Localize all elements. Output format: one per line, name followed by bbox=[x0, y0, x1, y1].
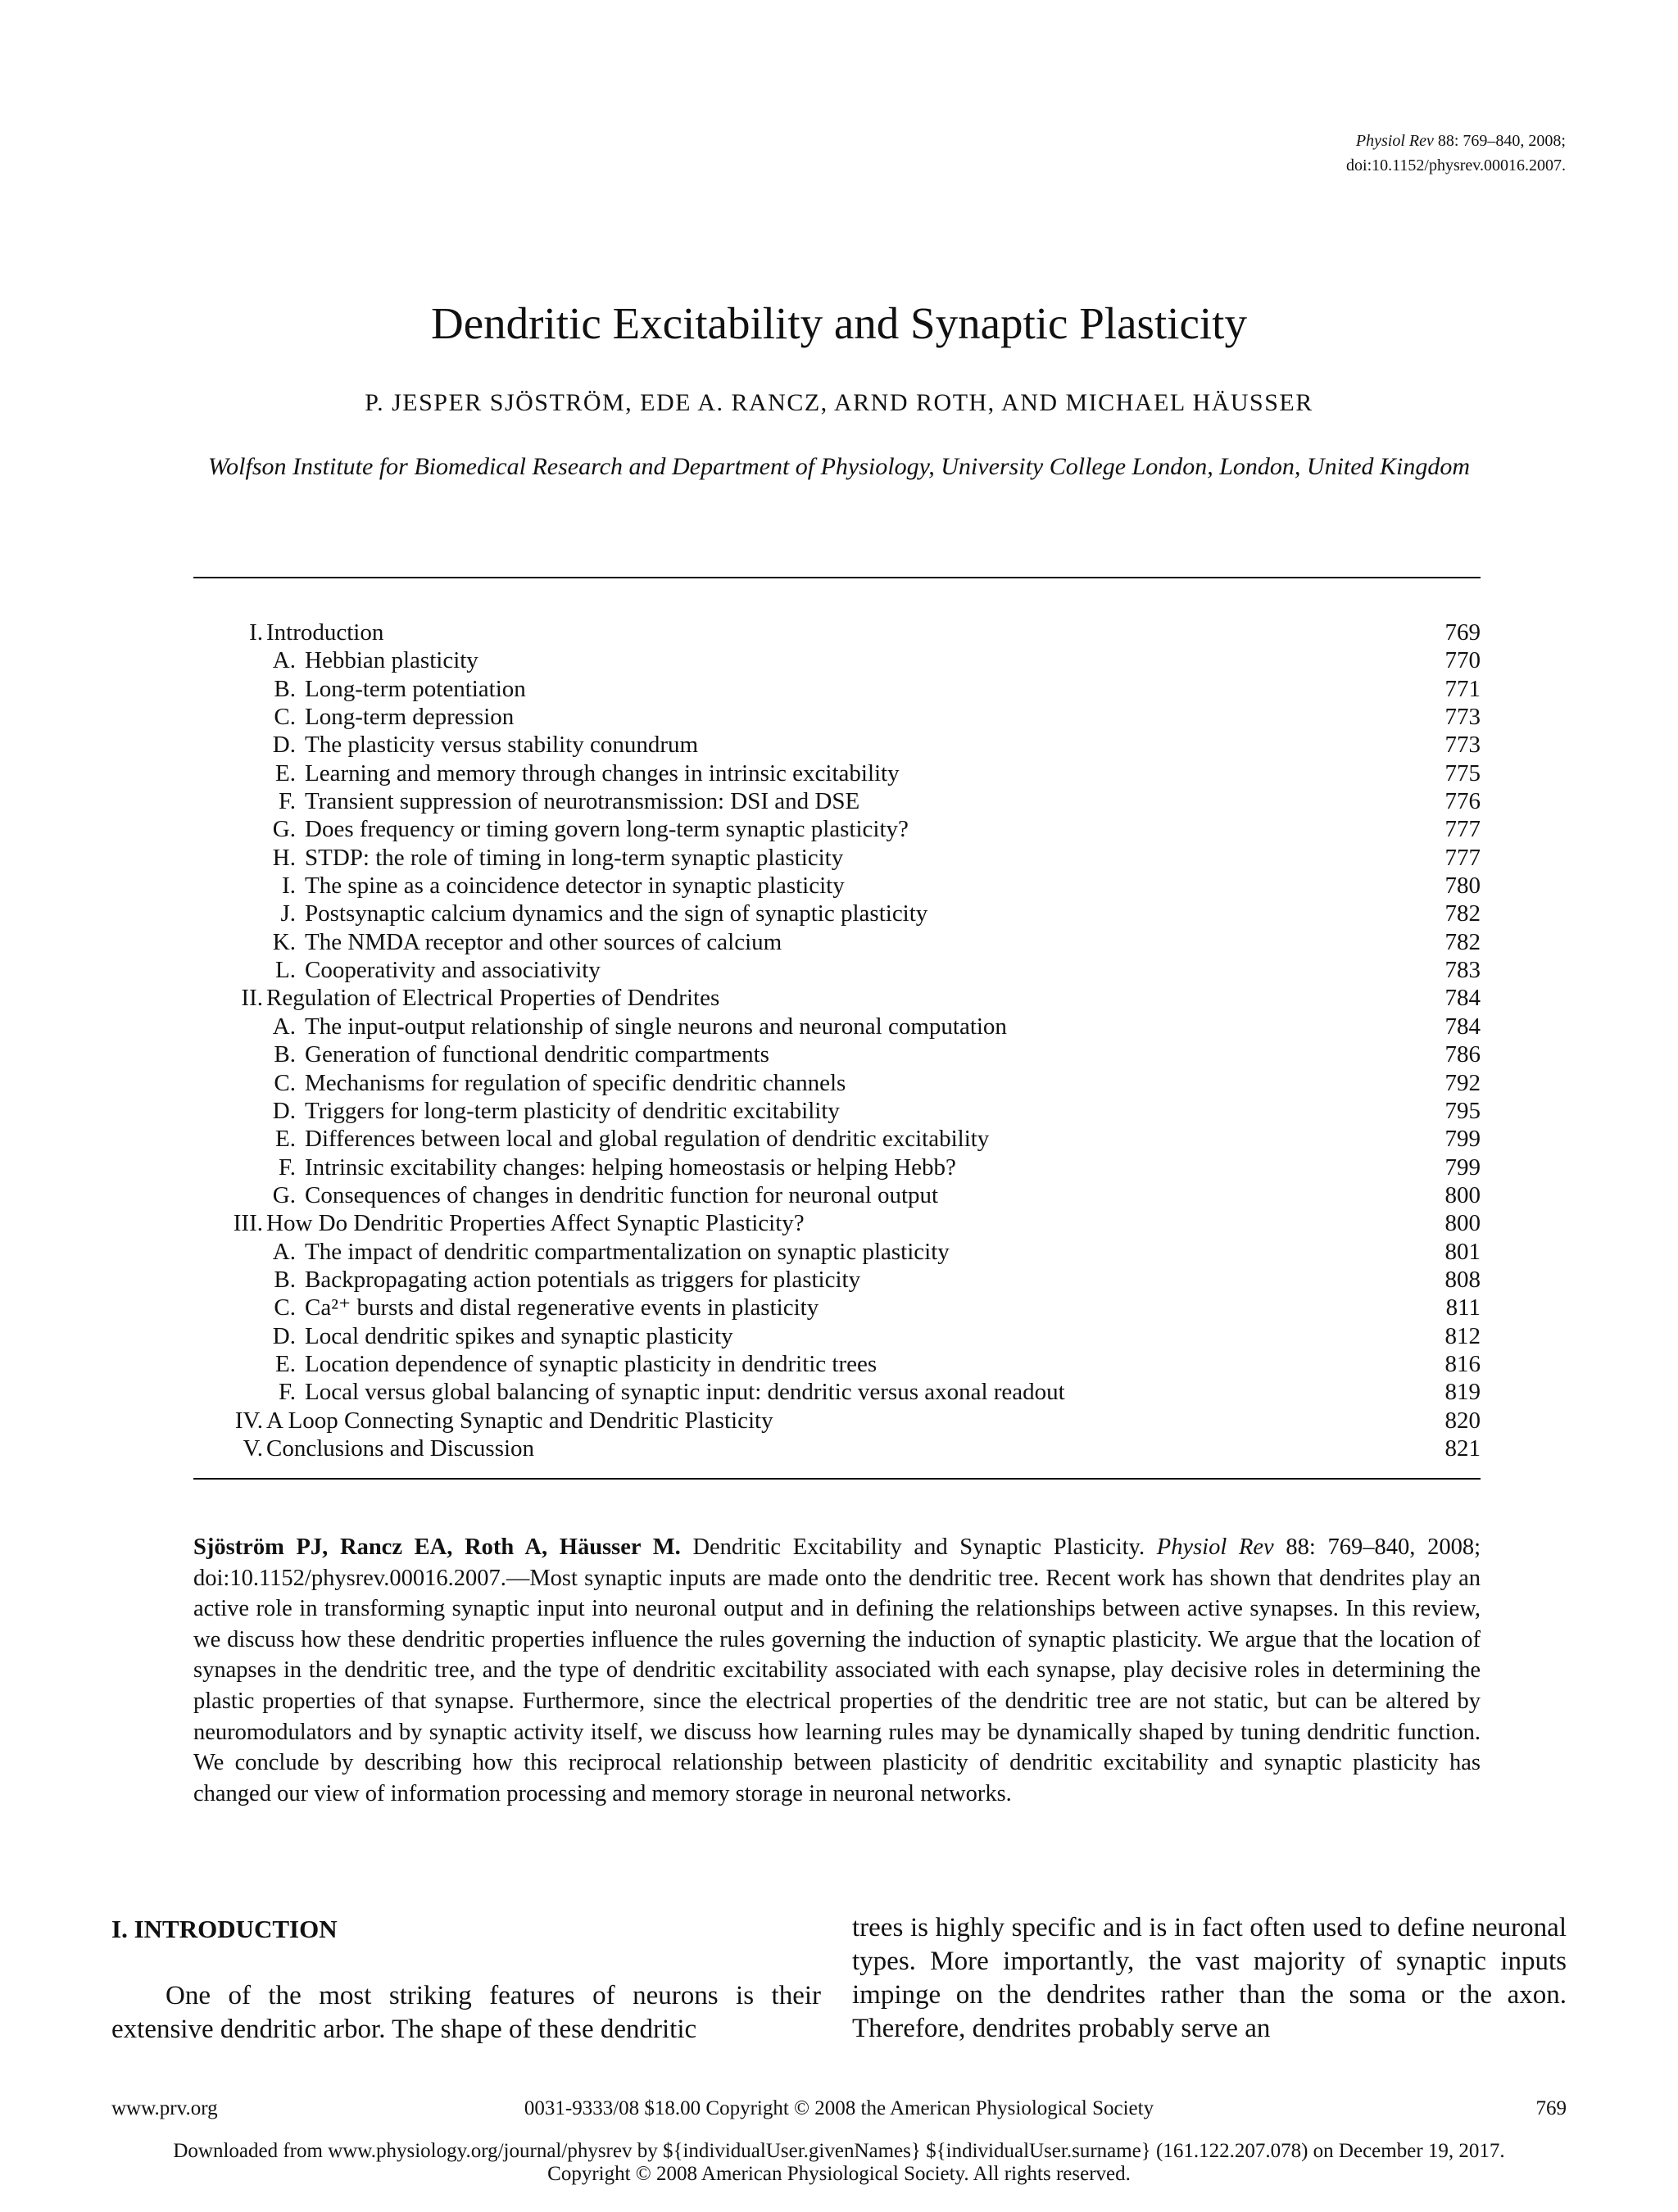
toc-entry-page: 773 bbox=[1444, 732, 1481, 759]
toc-entry-title: The input-output relationship of single neurons and neuronal computation bbox=[305, 1013, 1007, 1040]
toc-entry-title: A Loop Connecting Synaptic and Dendritic Plasticity bbox=[266, 1407, 773, 1434]
footer-url: www.prv.org bbox=[111, 2097, 218, 2119]
toc-entry bbox=[193, 956, 1481, 984]
table-of-contents bbox=[193, 619, 1481, 1462]
toc-entry bbox=[193, 1125, 1481, 1153]
toc-entry bbox=[193, 1294, 1481, 1321]
toc-entry-page: 777 bbox=[1444, 816, 1481, 843]
toc-entry-number: I. bbox=[249, 619, 263, 646]
body-text-left-column: One of the most striking features of neurons is their extensive dendritic arbor. The shape of these dendritic bbox=[111, 1981, 821, 2044]
toc-entry-page: 784 bbox=[1444, 1013, 1481, 1040]
toc-entry-page: 799 bbox=[1444, 1154, 1481, 1181]
toc-entry-page: 800 bbox=[1444, 1210, 1481, 1237]
toc-entry bbox=[193, 1040, 1481, 1068]
toc-entry-title: Intrinsic excitability changes: helping homeostasis or helping Hebb? bbox=[305, 1154, 956, 1181]
toc-entry-title: Local dendritic spikes and synaptic plasticity bbox=[305, 1322, 733, 1349]
toc-entry-page: 820 bbox=[1444, 1407, 1481, 1434]
toc-entry-number: E. bbox=[275, 759, 296, 786]
toc-entry-page: 769 bbox=[1444, 619, 1481, 646]
toc-entry-page: 776 bbox=[1444, 788, 1481, 815]
toc-entry-number: A. bbox=[272, 1238, 296, 1265]
toc-entry-title: The spine as a coincidence detector in synaptic plasticity bbox=[305, 873, 845, 900]
toc-entry-number: I. bbox=[282, 873, 296, 900]
toc-entry bbox=[193, 815, 1481, 843]
toc-entry-title: Local versus global balancing of synaptic input: dendritic versus axonal readout bbox=[305, 1379, 1065, 1406]
toc-bottom-rule bbox=[193, 1478, 1481, 1480]
toc-entry-title: Cooperativity and associativity bbox=[305, 957, 601, 984]
download-notice-line: Copyright © 2008 American Physiological Society. All rights reserved. bbox=[547, 2163, 1131, 2185]
toc-entry bbox=[193, 928, 1481, 956]
journal-doi: doi:10.1152/physrev.00016.2007. bbox=[1346, 156, 1566, 175]
toc-entry-number: V. bbox=[243, 1435, 263, 1462]
toc-entry-title: The plasticity versus stability conundrum bbox=[305, 732, 699, 759]
toc-entry-title: Mechanisms for regulation of specific dendritic channels bbox=[305, 1069, 846, 1096]
toc-entry-page: 799 bbox=[1444, 1126, 1481, 1153]
toc-top-rule bbox=[193, 577, 1481, 578]
toc-entry bbox=[193, 1266, 1481, 1294]
toc-entry-number: J. bbox=[280, 900, 296, 927]
toc-entry-title: Location dependence of synaptic plasticity in dendritic trees bbox=[305, 1350, 878, 1377]
toc-entry-title: The NMDA receptor and other sources of calcium bbox=[305, 928, 782, 955]
toc-entry-page: 792 bbox=[1444, 1069, 1481, 1096]
toc-entry bbox=[193, 1097, 1481, 1125]
toc-entry-page: 800 bbox=[1444, 1181, 1481, 1208]
journal-volume-pages: 88: 769–840, 2008; bbox=[1433, 132, 1566, 150]
toc-entry bbox=[193, 619, 1481, 646]
toc-entry-number: C. bbox=[274, 1294, 296, 1321]
toc-entry-page: 812 bbox=[1444, 1322, 1481, 1349]
toc-entry-title: Learning and memory through changes in intrinsic excitability bbox=[305, 759, 900, 786]
toc-entry bbox=[193, 1209, 1481, 1237]
toc-entry-number: B. bbox=[274, 1266, 296, 1293]
toc-entry bbox=[193, 731, 1481, 759]
abstract-cite-rest: 88: 769–840, 2008; doi:10.1152/physrev.00016.2007.— bbox=[193, 1534, 1481, 1591]
toc-entry-page: 795 bbox=[1444, 1097, 1481, 1124]
toc-entry bbox=[193, 984, 1481, 1012]
toc-entry-page: 782 bbox=[1444, 900, 1481, 927]
toc-entry-title: Differences between local and global regulation of dendritic excitability bbox=[305, 1126, 990, 1153]
toc-entry-number: C. bbox=[274, 1069, 296, 1096]
toc-entry-number: D. bbox=[272, 1097, 296, 1124]
toc-entry-number: G. bbox=[272, 1181, 296, 1208]
journal-citation bbox=[1346, 129, 1566, 178]
abstract bbox=[193, 1532, 1481, 1809]
toc-entry bbox=[193, 1435, 1481, 1462]
download-notice-line: Downloaded from www.physiology.org/journal/physrev by ${individualUser.givenNames} ${individualUser.surname} (161.122.207.078) on December 19, 2017. bbox=[173, 2140, 1505, 2162]
toc-entry-page: 816 bbox=[1444, 1350, 1481, 1377]
affiliation: Wolfson Institute for Biomedical Research and Department of Physiology, University College London, London, United Kingdom bbox=[207, 453, 1471, 480]
toc-entry-number: IV. bbox=[234, 1407, 263, 1434]
toc-entry bbox=[193, 1350, 1481, 1378]
author-list: P. JESPER SJÖSTRÖM, EDE A. RANCZ, ARND ROTH, AND MICHAEL HÄUSSER bbox=[365, 389, 1313, 416]
toc-entry-title: How Do Dendritic Properties Affect Synaptic Plasticity? bbox=[266, 1210, 805, 1237]
toc-entry-number: III. bbox=[233, 1210, 263, 1237]
abstract-authors: Sjöström PJ, Rancz EA, Roth A, Häusser M. bbox=[193, 1534, 681, 1560]
toc-entry-number: B. bbox=[274, 1041, 296, 1068]
toc-entry-number: F. bbox=[278, 1379, 296, 1406]
toc-entry-title: Generation of functional dendritic compartments bbox=[305, 1041, 769, 1068]
section-heading: I. INTRODUCTION bbox=[111, 1915, 338, 1943]
toc-entry-page: 819 bbox=[1444, 1379, 1481, 1406]
toc-entry-number: G. bbox=[272, 816, 296, 843]
toc-entry-page: 770 bbox=[1444, 647, 1481, 674]
toc-entry bbox=[193, 759, 1481, 787]
page-number: 769 bbox=[1535, 2097, 1567, 2119]
footer-copyright: 0031-9333/08 $18.00 Copyright © 2008 the American Physiological Society bbox=[524, 2097, 1154, 2119]
toc-entry-title: Backpropagating action potentials as triggers for plasticity bbox=[305, 1266, 861, 1293]
toc-entry bbox=[193, 1069, 1481, 1097]
toc-entry-title: Long-term depression bbox=[305, 704, 515, 731]
toc-entry-page: 801 bbox=[1444, 1238, 1481, 1265]
download-notice bbox=[0, 2140, 1678, 2186]
toc-entry-number: D. bbox=[272, 1322, 296, 1349]
toc-entry-number: A. bbox=[272, 1013, 296, 1040]
toc-entry-page: 773 bbox=[1444, 704, 1481, 731]
toc-entry-title: Does frequency or timing govern long-term synaptic plasticity? bbox=[305, 816, 909, 843]
toc-entry-number: F. bbox=[278, 1154, 296, 1181]
toc-entry bbox=[193, 1378, 1481, 1406]
toc-entry-number: H. bbox=[272, 844, 296, 871]
toc-entry-title: Transient suppression of neurotransmission: DSI and DSE bbox=[305, 788, 860, 815]
toc-entry-title: Postsynaptic calcium dynamics and the sign of synaptic plasticity bbox=[305, 900, 928, 927]
toc-entry-number: E. bbox=[275, 1126, 296, 1153]
toc-entry-page: 821 bbox=[1444, 1435, 1481, 1462]
toc-entry bbox=[193, 1322, 1481, 1350]
toc-entry-number: K. bbox=[272, 928, 296, 955]
toc-entry-title: Consequences of changes in dendritic function for neuronal output bbox=[305, 1181, 939, 1208]
toc-entry-page: 775 bbox=[1444, 759, 1481, 786]
abstract-cite-title: Dendritic Excitability and Synaptic Plasticity. bbox=[680, 1534, 1157, 1560]
toc-entry-page: 777 bbox=[1444, 844, 1481, 871]
toc-entry bbox=[193, 872, 1481, 900]
toc-entry-title: Hebbian plasticity bbox=[305, 647, 478, 674]
toc-entry-title: Regulation of Electrical Properties of Dendrites bbox=[266, 985, 720, 1012]
toc-entry-title: Introduction bbox=[266, 619, 384, 646]
toc-entry-number: F. bbox=[278, 788, 296, 815]
toc-entry-page: 786 bbox=[1444, 1041, 1481, 1068]
toc-entry-page: 771 bbox=[1444, 675, 1481, 702]
toc-entry-page: 783 bbox=[1444, 957, 1481, 984]
toc-entry bbox=[193, 646, 1481, 674]
toc-entry bbox=[193, 1154, 1481, 1181]
toc-entry-title: The impact of dendritic compartmentalization on synaptic plasticity bbox=[305, 1238, 950, 1265]
toc-entry bbox=[193, 675, 1481, 703]
toc-entry-number: A. bbox=[272, 647, 296, 674]
toc-entry-title: Ca²⁺ bursts and distal regenerative events in plasticity bbox=[305, 1294, 819, 1321]
toc-entry-title: Triggers for long-term plasticity of dendritic excitability bbox=[305, 1097, 840, 1124]
toc-entry bbox=[193, 1238, 1481, 1266]
toc-entry-title: STDP: the role of timing in long-term synaptic plasticity bbox=[305, 844, 844, 871]
toc-entry-page: 811 bbox=[1445, 1294, 1481, 1321]
toc-entry bbox=[193, 1181, 1481, 1209]
toc-entry-number: C. bbox=[274, 704, 296, 731]
toc-entry-page: 784 bbox=[1444, 985, 1481, 1012]
page-title: Dendritic Excitability and Synaptic Plasticity bbox=[431, 298, 1247, 348]
body-text-right-column: trees is highly specific and is in fact often used to define neuronal types. More importantly, the vast majority of synaptic inputs impinge on the dendrites rather than the soma or the axon. Therefore, dendrites probably serve an bbox=[852, 1913, 1567, 2043]
toc-entry-number: II. bbox=[241, 985, 263, 1012]
abstract-text: Most synaptic inputs are made onto the dendritic tree. Recent work has shown that dendrites play an active role in transforming synaptic input into neuronal output and in defining the relationships between active synapses. In this review, we discuss how these dendritic properties influence the rules governing the induction of synaptic plasticity. We argue that the location of synapses in the dendritic tree, and the type of dendritic excitability associated with each synapse, play decisive roles in determining the plastic properties of that synapse. Furthermore, since the electrical properties of the dendritic tree are not static, but can be altered by neuromodulators and by synaptic activity itself, we discuss how learning rules may be dynamically shaped by tuning dendritic function. We conclude by describing how this reciprocal relationship between plasticity of dendritic excitability and synaptic plasticity has changed our view of information processing and memory storage in neuronal networks. bbox=[193, 1565, 1481, 1806]
toc-entry bbox=[193, 787, 1481, 815]
toc-entry-page: 782 bbox=[1444, 928, 1481, 955]
toc-entry-page: 808 bbox=[1444, 1266, 1481, 1293]
toc-entry bbox=[193, 1013, 1481, 1040]
toc-entry-number: D. bbox=[272, 732, 296, 759]
toc-entry bbox=[193, 900, 1481, 927]
abstract-cite-journal: Physiol Rev bbox=[1156, 1534, 1274, 1560]
toc-entry-number: E. bbox=[275, 1350, 296, 1377]
toc-entry-page: 780 bbox=[1444, 873, 1481, 900]
toc-entry-title: Long-term potentiation bbox=[305, 675, 526, 702]
toc-entry-title: Conclusions and Discussion bbox=[266, 1435, 535, 1462]
toc-entry bbox=[193, 844, 1481, 872]
toc-entry bbox=[193, 1407, 1481, 1435]
journal-name: Physiol Rev bbox=[1355, 132, 1434, 150]
toc-entry-number: B. bbox=[274, 675, 296, 702]
toc-entry bbox=[193, 703, 1481, 731]
toc-entry-number: L. bbox=[275, 957, 296, 984]
